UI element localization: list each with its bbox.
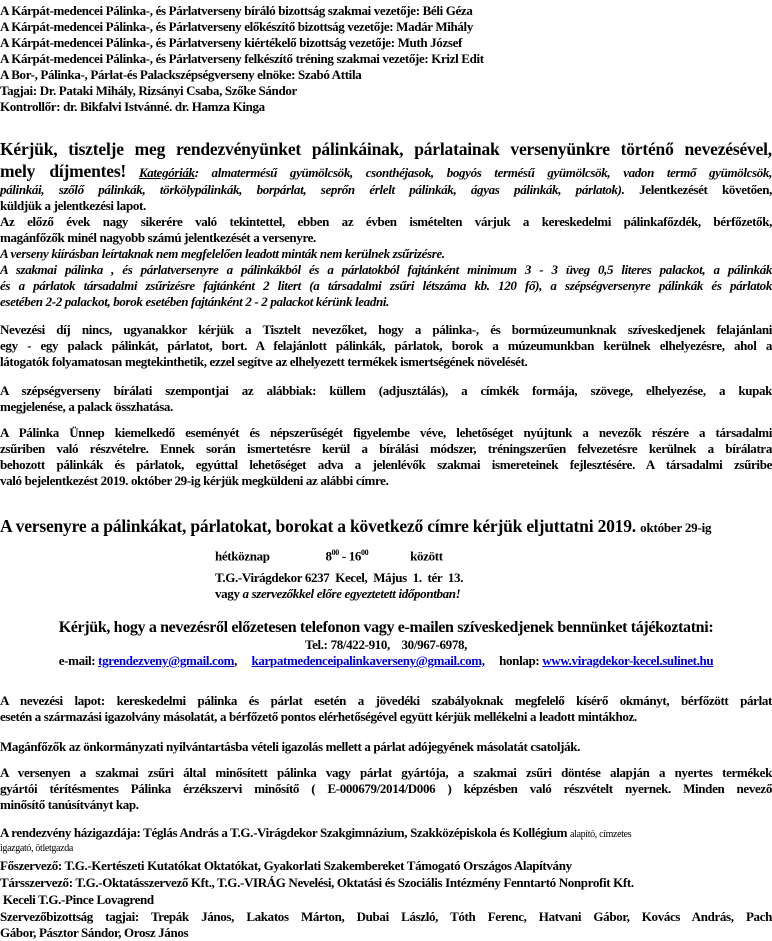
- categories-label: Kategóriák: [138, 165, 195, 180]
- committee-line: A Kárpát-medencei Pálinka-, és Párlatverseny felkészítő tréning szakmai vezetője: Krizl Edit: [0, 51, 484, 66]
- followup-line: küldjük a jelentkezési lapot.: [0, 198, 146, 213]
- host-line: [0, 825, 631, 843]
- email-link[interactable]: tgrendezveny@gmail.com: [98, 653, 235, 668]
- committee-members-2: Gábor, Pásztor Sándor, Orosz János: [0, 925, 189, 940]
- host-note-line: igazgató, ötletgazda: [0, 843, 73, 854]
- beauty-line: A szépségverseny bírálati szempontjai az alábbiak: küllem (adjusztálás), a címkék formája, szövege, elhelyezése, a kupak: [0, 383, 772, 398]
- followup-text: Jelentkezését követően,: [639, 182, 772, 197]
- or-label: vagy: [215, 586, 240, 601]
- opening-hours: [215, 545, 443, 564]
- festival-line: behozott pálinkák és párlatok, egyúttal lehetőséget adva a jelenlévők szakmai ismereteinek fejlesztésére. A társadalmi zsűribe: [0, 457, 772, 472]
- co-organizer: Társszervező: T.G.-Oktatásszervező Kft., T.G.-VIRÁG Nevelési, Oktatási és Szociális Intézmény Fenntartó Nonprofit Kft.: [0, 875, 634, 890]
- delivery-address: T.G.-Virágdekor 6237 Kecel, Május 1. tér 13.: [215, 570, 464, 585]
- categories-text: pálinkái, szőlő pálinkák, törkölypálinkák, borpárlat, seprőn érlelt pálinkák, ágyas pálinkák, párlatok).: [0, 182, 625, 197]
- documents-line: esetén a származási igazolvány másolatát, a bérfőzető pontos elérhetőségével együtt kérjük mellékelni a leadott mintákhoz.: [0, 709, 637, 724]
- committee-line: A Kárpát-medencei Pálinka-, és Párlatverseny bíráló bizottság szakmai vezetője: Béli Géza: [0, 3, 473, 18]
- private-distillers-note: Magánfőzők az önkormányzati nyilvántartásba vételi igazolás mellett a párlat adójegyének másolatát csatolják.: [0, 739, 581, 754]
- time-start-minutes: 00: [331, 548, 339, 557]
- phone-line: [0, 637, 772, 653]
- email-label: e-mail:: [58, 653, 96, 668]
- categories-line: [0, 160, 772, 182]
- main-organizer: Főszervező: T.G.-Kertészeti Kutatókat Oktatókat, Gyakorlati Szakembereket Támogató Országos Alapítvány: [0, 858, 572, 873]
- committee-line: Kontrollőr: dr. Bikfalvi Istvánné. dr. Hamza Kinga: [0, 99, 265, 114]
- success-line: Az előző évek nagy sikerére való tekintettel, ebben az évben ismételten várjuk a kereskedelmi pálinkafőzdék, bérfőzetők,: [0, 214, 772, 229]
- delivery-date: október 29-ig: [640, 520, 712, 535]
- invitation-heading: Kérjük, tisztelje meg rendezvényünket pálinkáinak, párlatainak versenyünkre történő nevezésével,: [0, 139, 772, 159]
- categories-line-2: [0, 182, 772, 198]
- festival-line: zsűriben való részvételre. Ennek során ismertetésre kerül a bírálási módszer, tréningszerűen felvezetésre kerülnek a bírálatra: [0, 441, 772, 456]
- co-organizer-2: Keceli T.G.-Pince Lovagrend: [0, 892, 154, 907]
- museum-line: Nevezési díj nincs, ugyanakkor kérjük a Tisztelt nevezőket, hogy a pálinka-, és bormúzeumunknak szíveskedjenek felajánlani: [0, 322, 772, 337]
- phone-number: 30/967-6978,: [401, 637, 468, 652]
- website-label: honlap:: [499, 653, 540, 668]
- rule-line: A verseny kiírásban leírtaknak nem megfelelően leadott minták nem kerülnek zsűrizésre.: [0, 246, 445, 261]
- email-line: e-mail: tgrendezveny@gmail.com, karpatmedenceipalinkaverseny@gmail.com, honlap: www.viragdekor-kecel.sulinet.hu: [58, 653, 714, 668]
- committee-members: Szervezőbizottság tagjai: Trepák János, Lakatos Márton, Dubai László, Tóth Ferenc, Hatvani Gábor, Kovács András, Pach: [0, 909, 772, 924]
- documents-line: A nevezési lapot: kereskedelmi pálinka és párlat esetén a jövedéki szabályoknak megfelelő kísérő okmányt, bérfőzött párlat: [0, 693, 772, 708]
- between-label: között: [410, 548, 443, 564]
- museum-line: egy - egy palack pálinkát, párlatot, bort. A felajánlott pálinkák, párlatok, borok a múzeumunkban kerülnek elhelyezésre, ahol a: [0, 338, 772, 353]
- categories-text: : almatermésű gyümölcsök, csonthéjasok, bogyós termésű gyümölcsök, vadon termő gyümölcsök,: [194, 165, 772, 180]
- festival-line: A Pálinka Ünnep kiemelkedő eseményét és népszerűségét figyelembe véve, lehetőséget nyújtunk a nevezők részére a társadalmi: [0, 425, 772, 440]
- delivery-heading-text: A versenyre a pálinkákat, párlatokat, borokat a következő címre kérjük eljuttatni: [0, 516, 594, 536]
- committee-line: A Kárpát-medencei Pálinka-, és Párlatverseny előkészítő bizottság vezetője: Madár Mihály: [0, 19, 473, 34]
- committee-line: Tagjai: Dr. Pataki Mihály, Rizsányi Csaba, Szőke Sándor: [0, 83, 297, 98]
- delivery-alternative: [215, 586, 460, 602]
- time-start: 8: [325, 548, 332, 564]
- contact-heading: Kérjük, hogy a nevezésről előzetesen telefonon vagy e-mailen szíveskedjenek bennünket tájékoztatni:: [58, 619, 714, 636]
- committee-line: A Kárpát-medencei Pálinka-, és Párlatverseny kiértékelő bizottság vezetője: Muth József: [0, 35, 462, 50]
- rule-line: esetében 2-2 palackot, borok esetében fajtánként 2 - 2 palackot kérünk leadni.: [0, 294, 390, 309]
- prize-line: gyártói térítésmentes Pálinka érzékszervi minősítő ( E-000679/2014/D006 ) képzésben való részvételt nyernek. Minden nevező: [0, 781, 772, 796]
- beauty-line: megjelenése, a palack összhatása.: [0, 399, 173, 414]
- time-end: - 16: [341, 548, 362, 564]
- museum-line: látogatók folyamatosan megtekinthetik, ezzel segítve az elhelyezett termékek ismertségének növelését.: [0, 354, 528, 369]
- email-link[interactable]: karpatmedenceipalinkaverseny@gmail.com,: [251, 653, 485, 668]
- delivery-heading: [0, 515, 711, 539]
- prize-line: minősítő tanúsítványt kap.: [0, 797, 139, 812]
- delivery-year: 2019.: [597, 516, 636, 536]
- or-note: a szervezőkkel előre egyeztetett időpontban!: [242, 586, 461, 601]
- success-line: magánfőzők minél nagyobb számú jelentkezését a versenyre.: [0, 230, 316, 245]
- fee-free-text: mely díjmentes!: [0, 161, 127, 181]
- website-link[interactable]: www.viragdekor-kecel.sulinet.hu: [542, 653, 714, 668]
- rule-line: A szakmai pálinka , és párlatversenyre a pálinkákból és a párlatokból fajtánként minimum 3 - 3 üveg 0,5 literes palackot, a pálinkák: [0, 262, 772, 277]
- prize-line: A versenyen a szakmai zsűri által minősített pálinka vagy párlat gyártója, a szakmai zsűri döntése alapján a nyertes termékek: [0, 765, 772, 780]
- committee-line: A Bor-, Pálinka-, Párlat-és Palackszépségverseny elnöke: Szabó Attila: [0, 67, 362, 82]
- host-note: alapító, címzetes: [570, 829, 632, 840]
- time-end-minutes: 00: [361, 548, 369, 557]
- rule-line: és a párlatok társadalmi zsűrizésre fajtánként 2 litert (a társadalmi zsűri létszáma kb. 120 fő), a szépségversenyre pálinkák és párlatok: [0, 278, 772, 293]
- days-label: hétköznap: [215, 548, 270, 564]
- host-text: A rendezvény házigazdája: Téglás András a T.G.-Virágdekor Szakgimnázium, Szakközépiskola és Kollégium: [0, 825, 568, 840]
- tel-label: Tel.:: [304, 637, 328, 652]
- phone-number: 78/422-910,: [330, 637, 390, 652]
- festival-line: való bejelentkezést 2019. október 29-ig kérjük megküldeni az alábbi címre.: [0, 473, 389, 488]
